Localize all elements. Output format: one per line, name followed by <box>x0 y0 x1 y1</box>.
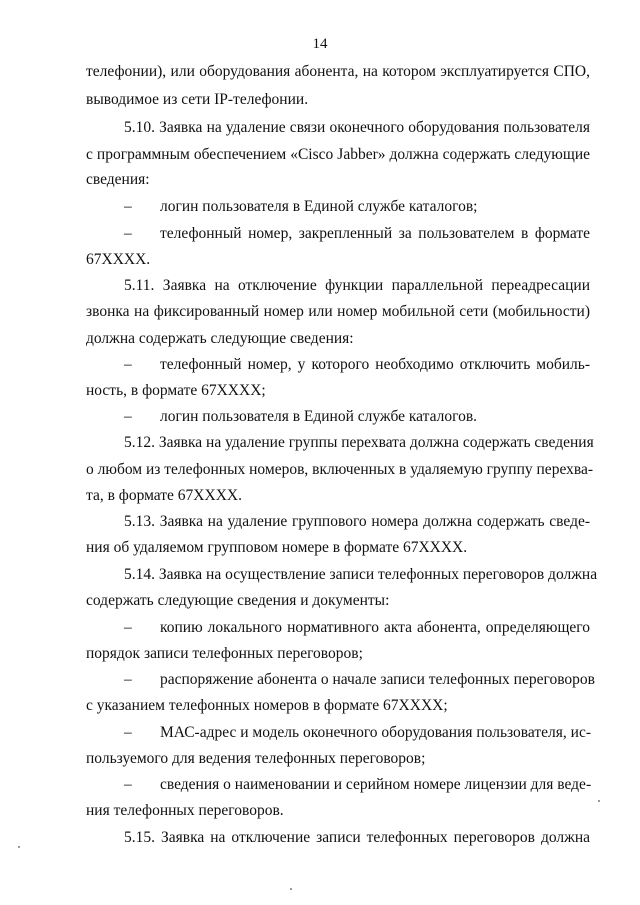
text-line: та, в формате 67ХХХХ. <box>86 487 242 504</box>
paragraph-5-14: 5.14. Заявка на осуществление записи телефонных переговоров должна <box>124 566 598 583</box>
list-item: МАС-адрес и модель оконечного оборудования пользователя, ис- <box>160 724 591 741</box>
list-dash: – <box>124 671 132 688</box>
text-line: выводимое из сети IP-телефонии. <box>86 91 309 108</box>
list-item: сведения о наименовании и серийном номере лицензии для веде- <box>160 776 592 793</box>
list-dash: – <box>124 225 132 242</box>
text-line: о любом из телефонных номеров, включенных в удаляемую группу перехва- <box>86 461 594 478</box>
list-item: распоряжение абонента о начале записи телефонных переговоров <box>160 671 595 688</box>
text-line: порядок записи телефонных переговоров; <box>86 645 363 662</box>
text-line: пользуемого для ведения телефонных переговоров; <box>86 750 426 767</box>
text-line: звонка на фиксированный номер или номер мобильной сети (мобильности) <box>86 303 590 320</box>
list-item: логин пользователя в Единой службе каталогов. <box>160 408 478 425</box>
text-line: содержать следующие сведения и документы: <box>86 592 390 609</box>
list-dash: – <box>124 776 132 793</box>
paragraph-5-13: 5.13. Заявка на удаление группового номера должна содержать сведе- <box>124 513 590 530</box>
scan-speck <box>18 846 20 848</box>
text-line: должна содержать следующие сведения: <box>86 330 354 347</box>
list-item: телефонный номер, у которого необходимо отключить мобиль- <box>160 356 590 373</box>
list-dash: – <box>124 408 132 425</box>
list-dash: – <box>124 356 132 373</box>
paragraph-5-15: 5.15. Заявка на отключение записи телефонных переговоров должна <box>124 829 590 846</box>
text-line: ния об удаляемом групповом номере в формате 67ХХХХ. <box>86 539 468 556</box>
paragraph-5-11: 5.11. Заявка на отключение функции параллельной переадресации <box>124 277 590 294</box>
text-line: 67ХХХХ. <box>86 251 151 268</box>
list-item: телефонный номер, закрепленный за пользователем в формате <box>160 225 590 242</box>
text-line: ность, в формате 67ХХХХ; <box>86 382 266 399</box>
text-line: с указанием телефонных номеров в формате 67ХХХХ; <box>86 697 448 714</box>
list-item: логин пользователя в Единой службе каталогов; <box>160 198 478 215</box>
list-item: копию локального нормативного акта абонента, определяющего <box>160 619 590 636</box>
list-dash: – <box>124 724 132 741</box>
paragraph-5-12: 5.12. Заявка на удаление группы перехвата должна содержать сведения <box>124 434 594 451</box>
paragraph-5-10: 5.10. Заявка на удаление связи оконечного оборудования пользователя <box>124 119 590 136</box>
page-number: 14 <box>312 36 328 52</box>
list-dash: – <box>124 198 132 215</box>
text-line: с программным обеспечением «Cisco Jabber» должна содержать следующие <box>86 146 590 163</box>
list-dash: – <box>124 619 132 636</box>
text-line: ния телефонных переговоров. <box>86 802 284 819</box>
text-line: сведения: <box>86 171 150 188</box>
scan-speck <box>598 800 600 802</box>
text-line: телефонии), или оборудования абонента, на котором эксплуатируется СПО, <box>86 63 590 80</box>
scan-speck <box>290 888 292 890</box>
